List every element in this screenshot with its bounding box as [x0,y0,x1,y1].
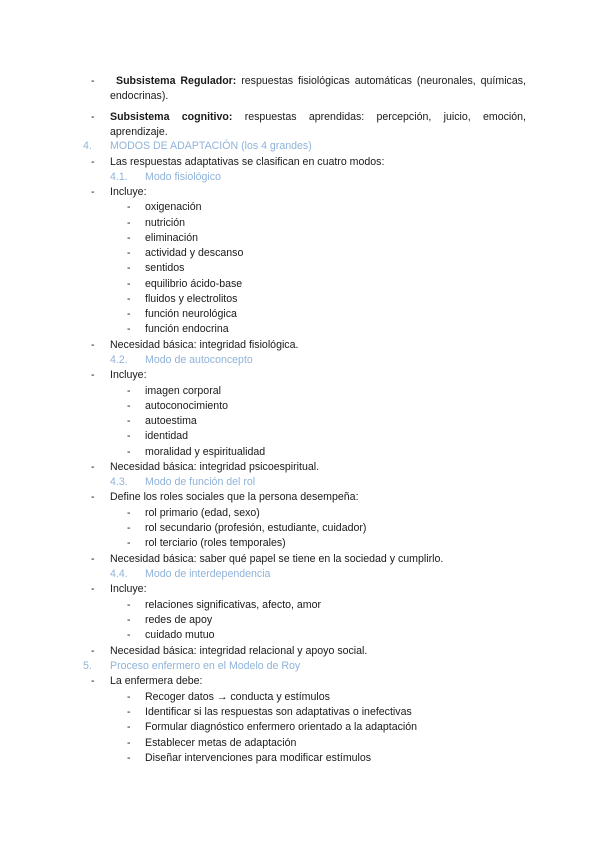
list-item: nutrición [145,217,186,229]
sub-dash: - [127,400,131,412]
section-heading: Proceso enfermero en el Modelo de Roy [110,660,301,672]
bullet-dash: - [91,645,95,657]
subsection-heading: Modo de función del rol [145,476,256,488]
list-item: función endocrina [145,323,229,335]
section-number: 5. [83,660,92,672]
bullet-dash: - [91,339,95,351]
sub-dash: - [127,737,131,749]
sub-dash: - [127,201,131,213]
sub-dash: - [127,522,131,534]
subsection-number: 4.2. [110,354,128,366]
sub-dash: - [127,278,131,290]
list-item: actividad y descanso [145,247,244,259]
subsection-number: 4.1. [110,171,128,183]
need-text: Necesidad básica: integridad relacional y apoyo social. [110,645,368,657]
list-item: Recoger datos → conducta y estímulos [145,691,330,703]
list-item: equilibrio ácido-base [145,278,243,290]
sub-dash: - [127,507,131,519]
sub-dash: - [127,293,131,305]
list-item: fluidos y electrolitos [145,293,238,305]
sub-dash: - [127,247,131,259]
subsistema-cognitivo [110,110,526,140]
includes-label: Incluye: [110,369,147,381]
bullet-dash: - [91,491,95,503]
sub-dash: - [127,446,131,458]
subsection-heading: Modo de interdependencia [145,568,271,580]
bullet-dash: - [91,156,95,168]
includes-label: Incluye: [110,583,147,595]
sub-dash: - [127,385,131,397]
bullet-dash: - [91,186,95,198]
regulador-text: respuestas fisiológicas automáticas (neuronales, químicas, endocrinas). [110,75,526,102]
list-item: Establecer metas de adaptación [145,737,297,749]
includes-label: Define los roles sociales que la persona desempeña: [110,491,359,503]
sub-dash: - [127,721,131,733]
sub-dash: - [127,262,131,274]
sub-dash: - [127,323,131,335]
list-item: rol secundario (profesión, estudiante, cuidador) [145,522,367,534]
subsection-heading: Modo de autoconcepto [145,354,253,366]
sub-dash: - [127,614,131,626]
bullet-dash: - [91,111,95,123]
list-item: identidad [145,430,189,442]
list-item: moralidad y espiritualidad [145,446,266,458]
subsection-number: 4.4. [110,568,128,580]
sub-dash: - [127,537,131,549]
list-item: función neurológica [145,308,237,320]
section-intro: Las respuestas adaptativas se clasifican en cuatro modos: [110,156,385,168]
subsistema-regulador [110,74,526,104]
list-item: rol primario (edad, sexo) [145,507,260,519]
bullet-dash: - [91,675,95,687]
section-intro: La enfermera debe: [110,675,203,687]
sub-dash: - [127,308,131,320]
list-item: autoconocimiento [145,400,229,412]
list-item: autoestima [145,415,197,427]
bullet-dash: - [91,369,95,381]
sub-dash: - [127,415,131,427]
sub-dash: - [127,691,131,703]
list-item: eliminación [145,232,198,244]
section-number: 4. [83,140,92,152]
list-item: rol terciario (roles temporales) [145,537,286,549]
list-item: cuidado mutuo [145,629,215,641]
cognitivo-text: respuestas aprendidas: percepción, juicio, emoción, aprendizaje. [110,111,526,138]
list-item: Formular diagnóstico enfermero orientado a la adaptación [145,721,418,733]
sub-dash: - [127,232,131,244]
sub-dash: - [127,430,131,442]
list-item: relaciones significativas, afecto, amor [145,599,322,611]
sub-dash: - [127,217,131,229]
list-item: Diseñar intervenciones para modificar estímulos [145,752,372,764]
list-item: sentidos [145,262,185,274]
subsection-heading: Modo fisiológico [145,171,221,183]
sub-dash: - [127,752,131,764]
need-text: Necesidad básica: integridad fisiológica. [110,339,299,351]
bullet-dash: - [91,75,95,87]
sub-dash: - [127,706,131,718]
regulador-label: Subsistema Regulador: [116,75,237,87]
need-text: Necesidad básica: integridad psicoespiritual. [110,461,320,473]
list-item: redes de apoy [145,614,213,626]
list-item: oxigenación [145,201,202,213]
need-text: Necesidad básica: saber qué papel se tiene en la sociedad y cumplirlo. [110,553,444,565]
sub-dash: - [127,599,131,611]
includes-label: Incluye: [110,186,147,198]
subsection-number: 4.3. [110,476,128,488]
list-item: imagen corporal [145,385,221,397]
cognitivo-label: Subsistema cognitivo: [110,111,233,123]
bullet-dash: - [91,583,95,595]
sub-dash: - [127,629,131,641]
list-item: Identificar si las respuestas son adaptativas o inefectivas [145,706,412,718]
section-heading: MODOS DE ADAPTACIÓN (los 4 grandes) [110,140,312,152]
bullet-dash: - [91,461,95,473]
bullet-dash: - [91,553,95,565]
